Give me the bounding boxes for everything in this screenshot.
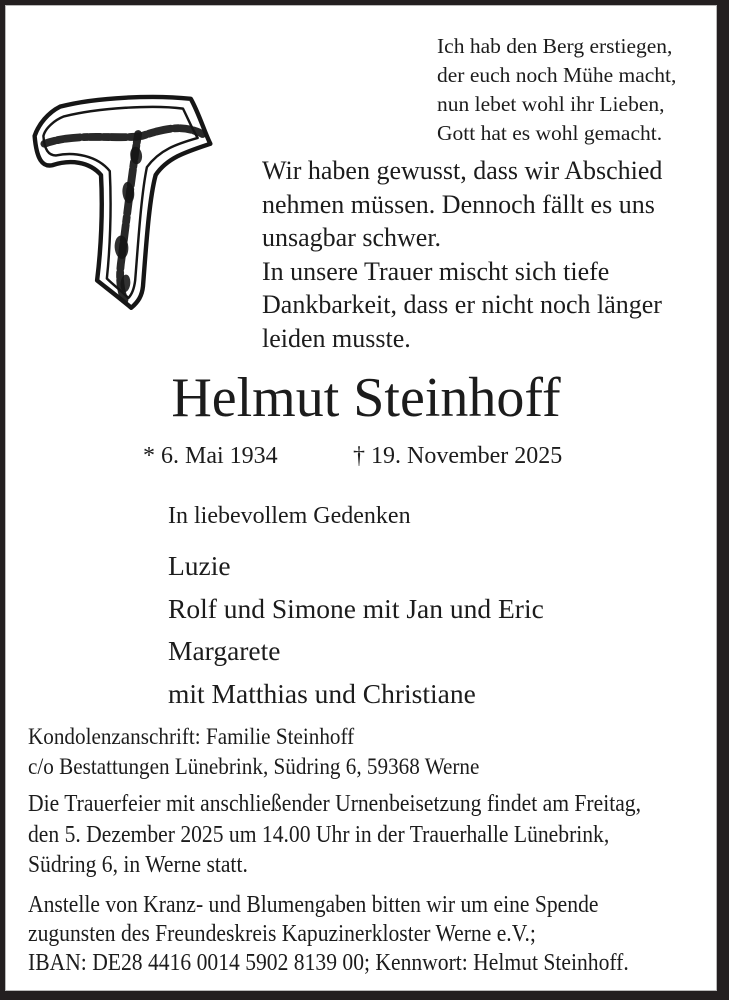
condolence-line: c/o Bestattungen Lünebrink, Südring 6, 59368 Werne xyxy=(28,754,480,780)
service-line: den 5. Dezember 2025 um 14.00 Uhr in der Trauerhalle Lünebrink, xyxy=(28,821,610,848)
service-line: Südring 6, in Werne statt. xyxy=(28,852,248,878)
condolence-address xyxy=(28,722,729,782)
funeral-service-info xyxy=(28,789,729,881)
tau-cross-icon xyxy=(19,73,224,318)
poem-line: nun lebet wohl ihr Lieben, xyxy=(437,92,665,116)
farewell-line: Dankbarkeit, dass er nicht noch länger xyxy=(262,290,662,319)
deceased-name: Helmut Steinhoff xyxy=(171,367,561,429)
donation-info xyxy=(28,891,729,978)
donation-line: zugunsten des Freundeskreis Kapuzinerkloster Werne e.V.; xyxy=(28,921,536,947)
farewell-line: Wir haben gewusst, dass wir Abschied xyxy=(262,156,663,185)
mourners-list xyxy=(168,545,544,715)
farewell-line: In unsere Trauer mischt sich tiefe xyxy=(262,256,610,286)
farewell-text xyxy=(262,154,662,355)
condolence-line: Kondolenzanschrift: Familie Steinhoff xyxy=(28,724,355,750)
donation-line: Anstelle von Kranz- und Blumengaben bitten wir um eine Spende xyxy=(28,892,599,918)
service-line: Die Trauerfeier mit anschließender Urnenbeisetzung findet am Freitag, xyxy=(28,791,641,817)
mourner-line: Rolf und Simone mit Jan und Eric xyxy=(168,592,544,624)
birth-date: * 6. Mai 1934 xyxy=(143,443,278,469)
farewell-line: leiden musste. xyxy=(262,323,411,353)
mourner-line: Margarete xyxy=(168,635,281,666)
poem-line: Gott hat es wohl gemacht. xyxy=(437,121,663,145)
farewell-line: unsagbar schwer. xyxy=(262,223,442,252)
remembrance-line: In liebevollem Gedenken xyxy=(168,503,411,529)
memorial-poem xyxy=(437,32,676,148)
poem-line: der euch noch Mühe macht, xyxy=(437,63,677,87)
death-date: † 19. November 2025 xyxy=(353,443,563,469)
poem-line: Ich hab den Berg erstiegen, xyxy=(437,34,673,58)
mourner-line: mit Matthias und Christiane xyxy=(168,677,476,709)
farewell-line: nehmen müssen. Dennoch fällt es uns xyxy=(262,189,655,219)
donation-line: IBAN: DE28 4416 0014 5902 8139 00; Kennwort: Helmut Steinhoff. xyxy=(28,950,629,976)
mourner-line: Luzie xyxy=(168,550,231,581)
